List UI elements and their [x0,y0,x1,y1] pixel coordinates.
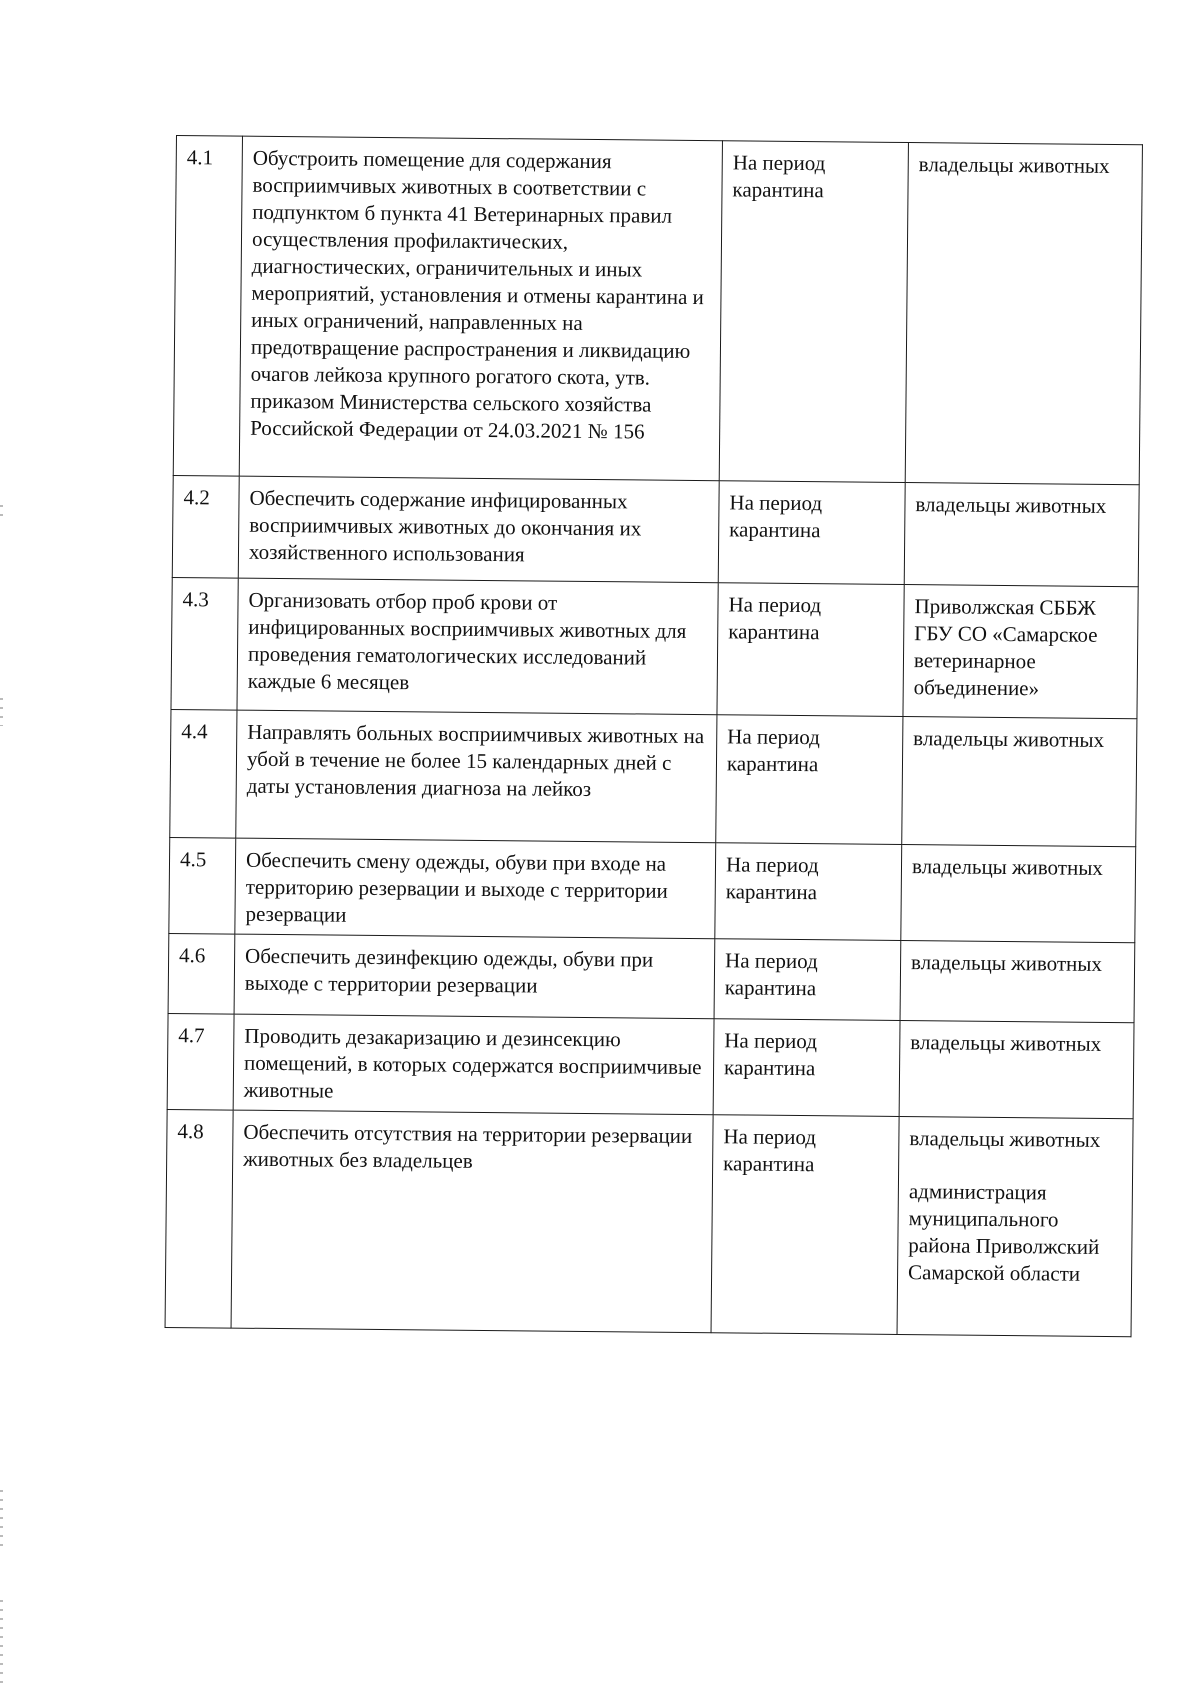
row-number: 4.1 [173,136,242,477]
row-number: 4.7 [167,1013,234,1110]
responsible-text: владельцы животных [918,152,1110,178]
term-text: На период карантина [715,843,902,941]
scan-artifact [0,1490,3,1550]
responsible-text: владельцы животных [913,726,1105,752]
scan-artifact [0,505,3,523]
responsible-text: владельцы животных [915,492,1107,518]
row-number: 4.6 [168,933,235,1014]
term-text: На период карантина [716,715,903,845]
responsible-cell [900,940,1135,1022]
measures-table [165,135,1143,1337]
table-row [172,475,1139,586]
term-text: На период карантина [714,939,901,1021]
responsible-cell [902,717,1137,847]
term-text: На период карантина [719,141,908,483]
table-row [171,577,1138,718]
responsible-cell [903,585,1138,719]
responsible-text: владельцы животных [910,950,1103,976]
row-number: 4.8 [165,1109,233,1328]
table-row [168,933,1135,1022]
table-row [167,1013,1134,1118]
scan-artifact [0,698,3,726]
measure-text: Обустроить помещение для содержания восприимчивых животных в соответствии с подпунктом б пункта 41 Ветеринарных правил осуществления профилактических, диагностических, ограничительных и иных мероприятий, установления и отмены карантина и иных ограничений, направленных на предотвращение распространения и ликвидацию очагов лейкоза крупного рогатого скота, утв. приказом Министерства сельского хозяйства Российской Федерации от 24.03.2021 № 156 [239,136,722,481]
measure-text: Обеспечить отсутствия на территории резервации животных без владельцев [231,1110,713,1333]
measure-text: Проводить дезакаризацию и дезинсекцию помещений, в которых содержатся восприимчивые животные [233,1014,714,1115]
responsible-cell [905,143,1142,485]
row-number: 4.2 [172,475,239,578]
spacer [909,1152,1124,1180]
measure-text: Обеспечить смену одежды, обуви при входе на территорию резервации и выходе с территории резервации [235,838,716,939]
scan-artifact [0,1600,3,1690]
responsible-text: администрация муниципального района Приволжский Самарской области [908,1179,1100,1286]
measure-text: Обеспечить содержание инфицированных восприимчивых животных до окончания их хозяйственного использования [238,476,719,583]
measure-text: Организовать отбор проб крови от инфицированных восприимчивых животных для проведения гематологических исследований каждые 6 месяцев [237,578,718,715]
term-text: На период карантина [713,1019,900,1117]
responsible-text: владельцы животных [909,1126,1101,1152]
responsible-cell [904,483,1139,587]
responsible-cell [901,844,1136,942]
table-row [173,136,1142,485]
responsible-text: Приволжская СББЖ ГБУ СО «Самарское ветеринарное объединение» [913,594,1098,701]
table-row [165,1109,1133,1336]
measure-text: Обеспечить дезинфекцию одежды, обуви при выходе с территории резервации [234,934,715,1019]
table-row [170,709,1137,846]
row-number: 4.3 [171,577,238,710]
responsible-cell [897,1116,1133,1336]
term-text: На период карантина [717,583,904,717]
term-text: На период карантина [711,1115,899,1335]
table-row [169,837,1136,942]
responsible-cell [899,1020,1134,1118]
responsible-text: владельцы животных [911,854,1103,880]
term-text: На период карантина [718,481,905,585]
measure-text: Направлять больных восприимчивых животных на убой в течение не более 15 календарных дней с даты установления диагноза на лейкоз [236,710,717,843]
responsible-text: владельцы животных [910,1030,1102,1056]
row-number: 4.5 [169,837,236,934]
row-number: 4.4 [170,709,237,838]
